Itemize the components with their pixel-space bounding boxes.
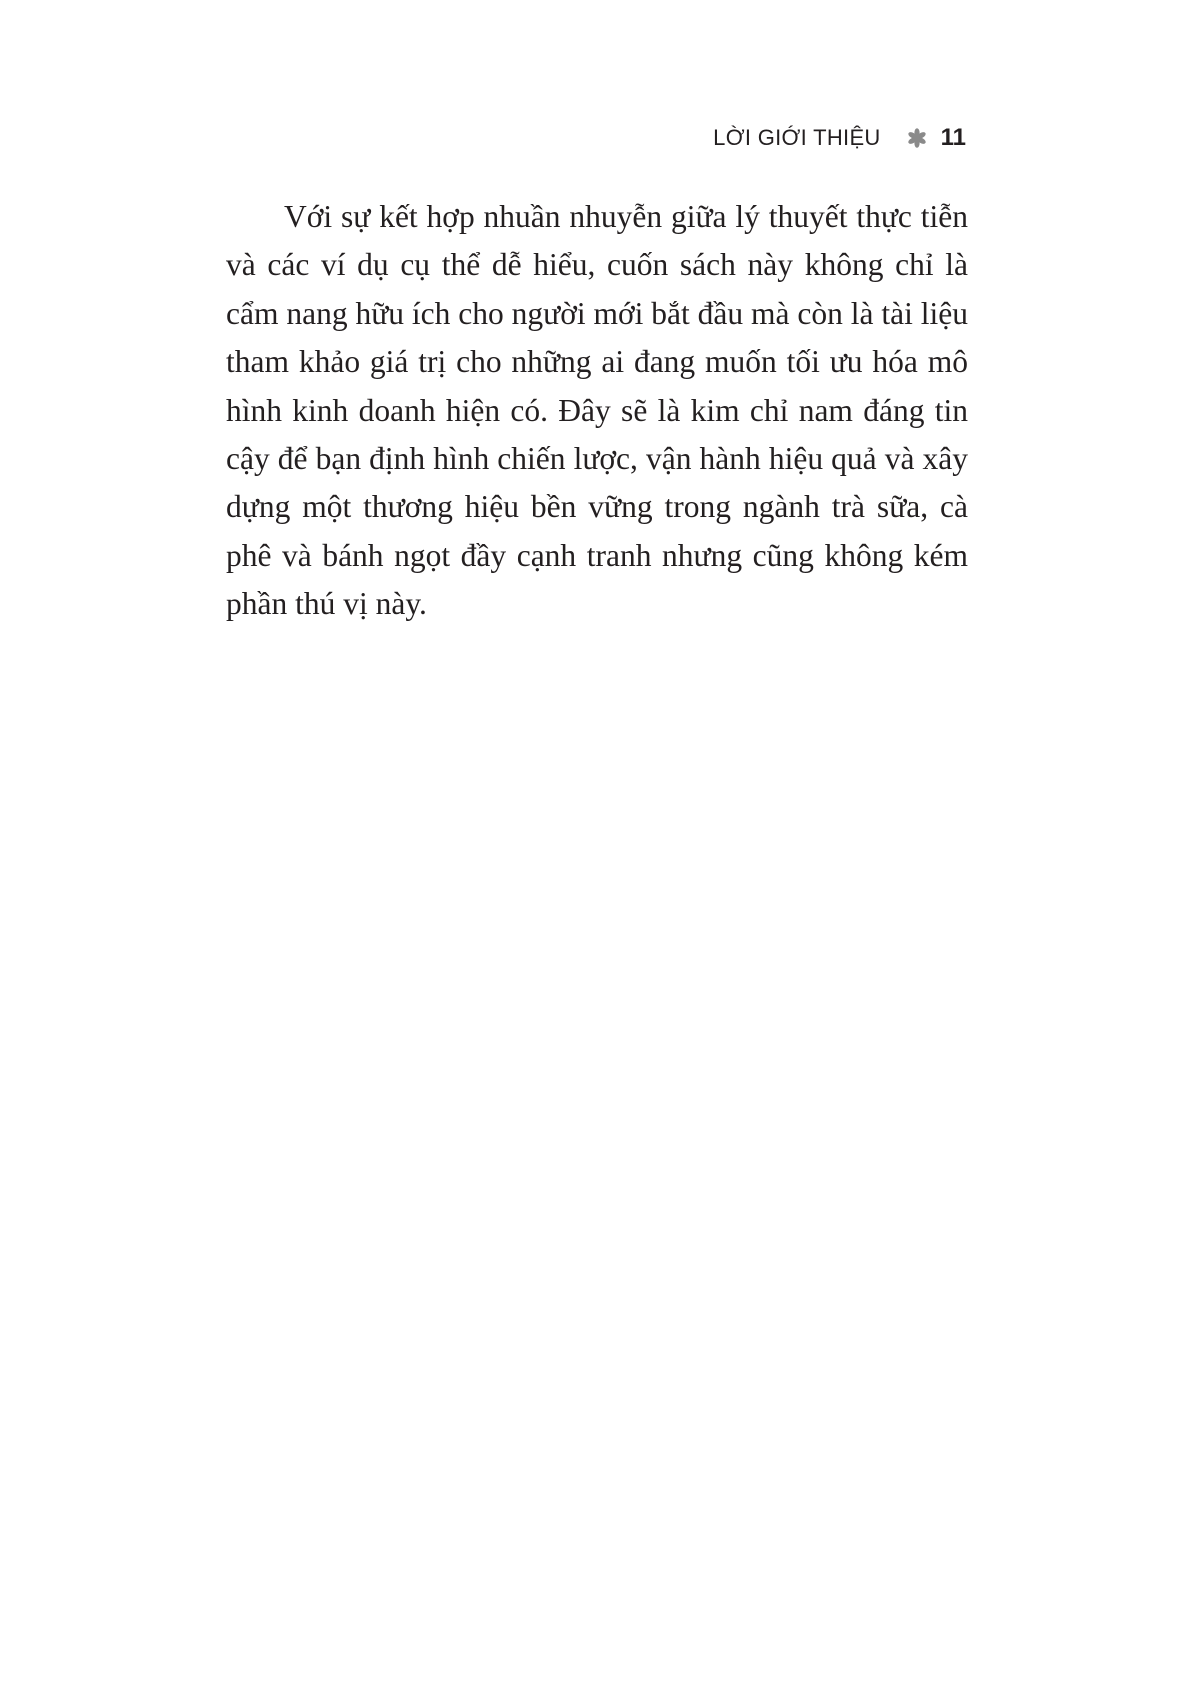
- running-header: [713, 124, 966, 152]
- page-number: 11: [940, 124, 966, 151]
- section-title: LỜI GIỚI THIỆU: [713, 125, 881, 150]
- body-paragraph: Với sự kết hợp nhuần nhuyễn giữa lý thuyết thực tiễn và các ví dụ cụ thể dễ hiểu, cuốn sách này không chỉ là cẩm nang hữu ích cho người mới bắt đầu mà còn là tài liệu tham khảo giá trị cho những ai đang muốn tối ưu hóa mô hình kinh doanh hiện có. Đây sẽ là kim chỉ nam đáng tin cậy để bạn định hình chiến lược, vận hành hiệu quả và xây dựng một thương hiệu bền vững trong ngành trà sữa, cà phê và bánh ngọt đầy cạnh tranh nhưng cũng không kém phần thú vị này.: [226, 199, 968, 622]
- asterisk-flower-icon: [907, 128, 927, 148]
